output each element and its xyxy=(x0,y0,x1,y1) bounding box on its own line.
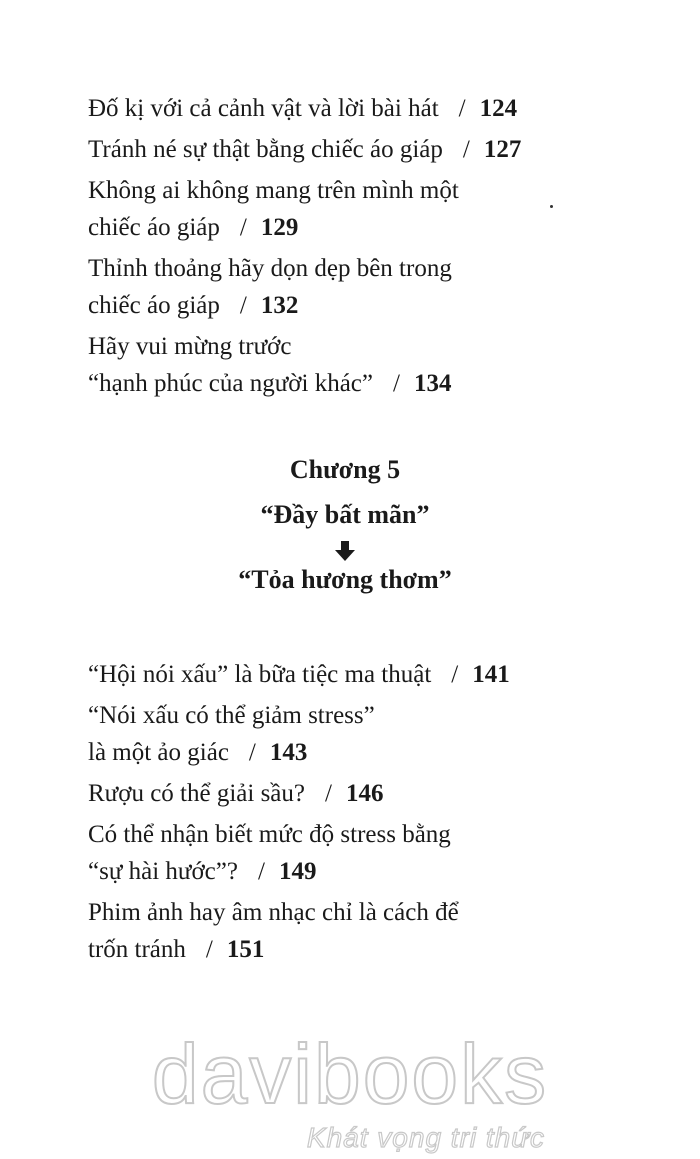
toc-entry xyxy=(88,775,608,812)
toc-separator: / xyxy=(458,95,466,122)
toc-entry-title: Phim ảnh hay âm nhạc chỉ là cách để xyxy=(88,899,459,926)
watermark-tagline: Khát vọng tri thức xyxy=(306,1122,545,1153)
toc-page-number: 149 xyxy=(278,858,317,885)
toc-entry-title: Thỉnh thoảng hãy dọn dẹp bên trong xyxy=(88,255,452,282)
toc-entry-title: “Nói xấu có thể giảm stress” xyxy=(88,702,375,729)
toc-entry-title: Không ai không mang trên mình một xyxy=(88,177,459,204)
toc-entry-title: Đố kị với cả cảnh vật và lời bài hát xyxy=(88,95,439,122)
watermark-brand: davibooks xyxy=(151,1027,549,1121)
toc-entry-title: Có thể nhận biết mức độ stress bằng xyxy=(88,821,451,848)
toc-separator: / xyxy=(451,661,459,688)
toc-entry xyxy=(88,816,608,890)
toc-entry-title: trốn tránh xyxy=(88,936,186,963)
toc-separator: / xyxy=(325,780,332,807)
chapter-title-to: “Tỏa hương thơm” xyxy=(238,565,452,594)
toc-entry-title-line xyxy=(88,816,608,853)
watermark-logo xyxy=(0,1025,700,1159)
toc-page-number: 127 xyxy=(483,136,522,163)
toc-entry xyxy=(88,656,608,693)
down-arrow-icon xyxy=(0,540,690,562)
toc-entry-title-line xyxy=(88,656,608,693)
toc-separator: / xyxy=(462,136,470,163)
toc-entry xyxy=(88,697,608,771)
toc-entry-title: chiếc áo giáp xyxy=(88,292,220,319)
toc-page-number: 132 xyxy=(260,292,299,319)
toc-separator: / xyxy=(257,858,265,885)
toc-entry-title: Hãy vui mừng trước xyxy=(88,333,292,360)
toc-page-number: 124 xyxy=(479,95,518,122)
toc-page-number: 141 xyxy=(472,661,510,688)
toc-entry-title-line xyxy=(88,734,608,771)
toc-section-bottom xyxy=(88,656,608,972)
toc-separator: / xyxy=(205,936,213,963)
toc-entry-title: Rượu có thể giải sầu? xyxy=(88,780,305,807)
toc-entry-title: “hạnh phúc của người khác” xyxy=(88,370,373,397)
toc-entry-title: “Hội nói xấu” là bữa tiệc ma thuật xyxy=(88,661,432,688)
toc-separator: / xyxy=(239,214,247,241)
toc-entry-title-line xyxy=(88,894,608,931)
chapter-number: Chương 5 xyxy=(289,455,401,484)
chapter-title-from: “Đầy bất mãn” xyxy=(260,500,430,529)
toc-page-number: 143 xyxy=(269,739,308,766)
toc-entry-title-line xyxy=(88,853,608,890)
toc-entry-title: Tránh né sự thật bằng chiếc áo giáp xyxy=(88,136,443,163)
toc-separator: / xyxy=(248,739,256,766)
toc-page-number: 146 xyxy=(345,780,384,807)
toc-separator: / xyxy=(393,370,400,397)
toc-entry xyxy=(88,894,608,968)
toc-entry-title: “sự hài hước”? xyxy=(88,858,238,885)
toc-entry-title-line xyxy=(88,697,608,734)
toc-page-number: 134 xyxy=(413,370,452,397)
toc-page-number: 129 xyxy=(260,214,299,241)
toc-separator: / xyxy=(239,292,247,319)
toc-entry-title: chiếc áo giáp xyxy=(88,214,220,241)
toc-entry-title-line xyxy=(88,775,608,812)
toc-entry-title: là một ảo giác xyxy=(88,739,229,766)
toc-entry-title-line xyxy=(88,931,608,968)
toc-page-number: 151 xyxy=(226,936,265,963)
